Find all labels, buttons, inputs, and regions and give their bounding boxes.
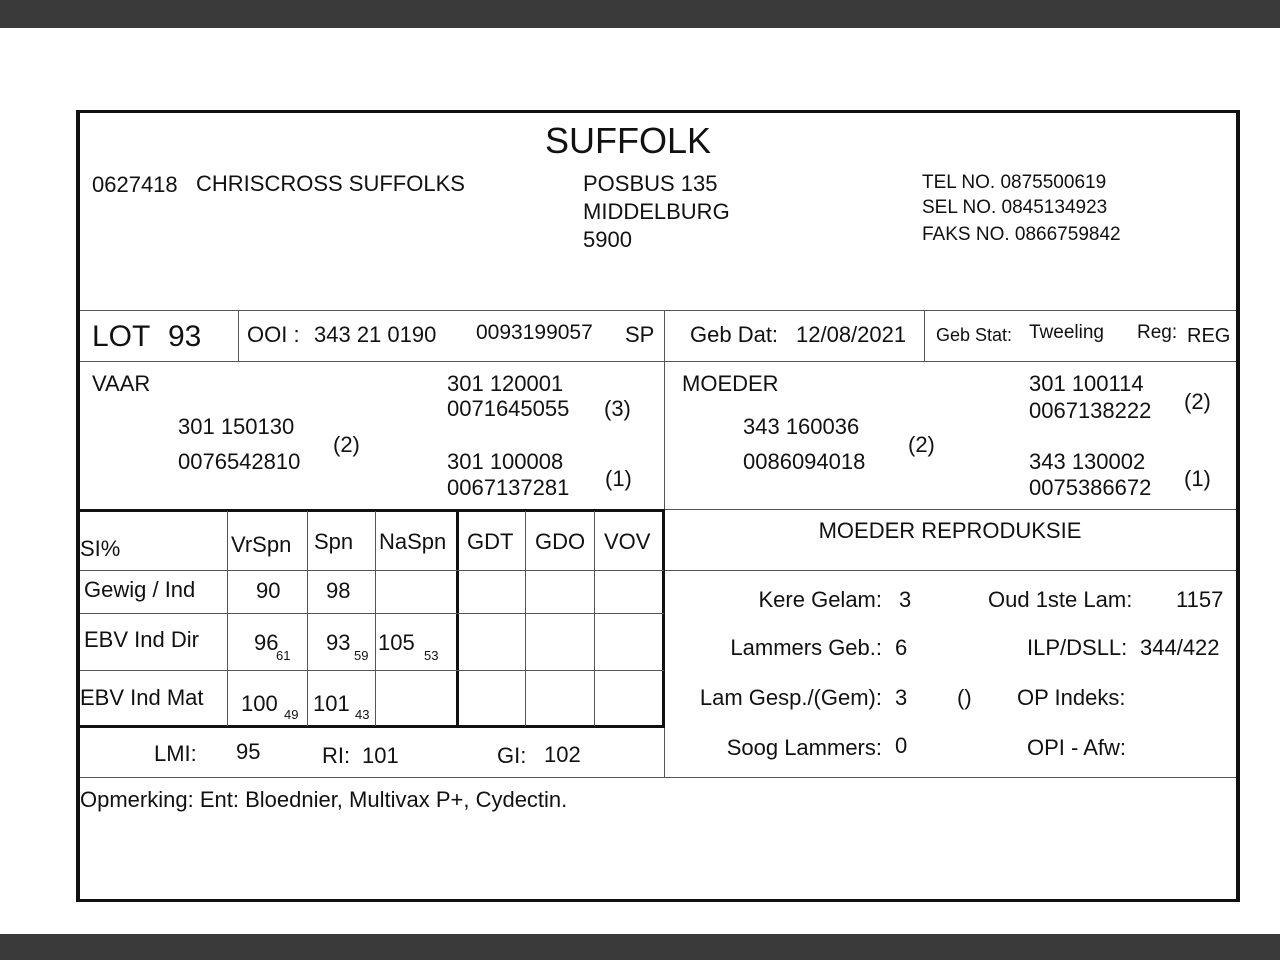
address-line-2: MIDDELBURG — [583, 199, 730, 224]
faks-number: FAKS NO. 0866759842 — [922, 224, 1121, 245]
lammers-geb-label: Lammers Geb.: — [730, 635, 882, 660]
si-header-spn: Spn — [314, 529, 354, 554]
dam-dam-count: (1) — [1184, 466, 1211, 491]
dam-number: 343 160036 — [743, 414, 860, 439]
ri-value: 101 — [362, 743, 399, 768]
si-cell-spn: 93 — [326, 630, 351, 655]
si-cell-vrspn: 96 — [254, 630, 279, 655]
sire-id: 0076542810 — [178, 449, 301, 474]
breeder-number: 0627418 — [92, 172, 178, 197]
si-grid-h3 — [80, 670, 664, 671]
dam-dam-id: 0075386672 — [1029, 475, 1152, 500]
si-header-vov: VOV — [604, 529, 651, 554]
dam-sire-id: 0067138222 — [1029, 398, 1152, 423]
breeder-name: CHRISCROSS SUFFOLKS — [196, 171, 465, 196]
top-bar — [0, 0, 1280, 28]
rule-lot-sep3 — [924, 311, 925, 361]
si-grid-v2 — [307, 511, 308, 726]
ilp-dsll-label: ILP/DSLL: — [1027, 635, 1128, 660]
breed-title: SUFFOLK — [544, 120, 712, 161]
si-cell-naspn-sub: 53 — [424, 648, 439, 663]
si-header-naspn: NaSpn — [379, 529, 447, 554]
si-grid-v5 — [594, 511, 595, 726]
rule-lot-sep1 — [238, 311, 239, 361]
sire-label: VAAR — [92, 371, 151, 396]
si-cell-spn: 101 — [313, 691, 350, 716]
si-row-label: EBV Ind Dir — [84, 627, 199, 652]
oud-1ste-lam-value: 1157 — [1176, 587, 1224, 612]
opi-afw-label: OPI - Afw: — [1027, 735, 1127, 760]
dam-dam-number: 343 130002 — [1029, 449, 1146, 474]
oud-1ste-lam-label: Oud 1ste Lam: — [988, 587, 1133, 612]
si-header-gdt: GDT — [467, 529, 514, 554]
card-border-right — [1236, 110, 1240, 902]
si-grid-v3 — [375, 511, 376, 726]
si-cell-spn-sub: 43 — [355, 707, 370, 722]
ri-label: RI: — [322, 743, 351, 768]
si-cell-spn-sub: 59 — [354, 648, 369, 663]
sire-sire-id: 0071645055 — [447, 396, 570, 421]
tel-number: TEL NO. 0875500619 — [922, 172, 1107, 193]
ooi-code: SP — [625, 322, 655, 347]
dam-sire-count: (2) — [1184, 389, 1211, 414]
card-border-top — [76, 110, 1240, 113]
address-line-1: POSBUS 135 — [583, 171, 718, 196]
lot-label: LOT — [92, 320, 151, 353]
sire-count: (2) — [333, 432, 360, 457]
birth-status: Tweeling — [1029, 322, 1104, 343]
reg-value: REG — [1187, 325, 1231, 347]
si-grid-h2 — [80, 613, 664, 614]
dam-count: (2) — [908, 432, 935, 457]
gi-label: GI: — [497, 743, 527, 768]
kere-gelam-value: 3 — [899, 587, 912, 612]
si-header-vrspn: VrSpn — [231, 532, 292, 557]
rule-lot — [80, 361, 1236, 362]
sire-sire-number: 301 120001 — [447, 371, 564, 396]
bottom-bar — [0, 934, 1280, 960]
reproduction-title: MOEDER REPRODUKSIE — [818, 518, 1082, 543]
dam-label: MOEDER — [682, 371, 779, 396]
sire-number: 301 150130 — [178, 414, 295, 439]
si-header-si: SI% — [80, 536, 121, 561]
lammers-geb-value: 6 — [895, 635, 908, 660]
kere-gelam-label: Kere Gelam: — [758, 587, 882, 612]
dam-sire-number: 301 100114 — [1029, 371, 1144, 396]
si-cell-vrspn-sub: 49 — [284, 707, 299, 722]
gi-value: 102 — [544, 742, 581, 767]
reg-label: Reg: — [1137, 322, 1178, 343]
si-cell-vrspn-sub: 61 — [276, 648, 291, 663]
card-border-left — [76, 110, 80, 902]
sire-sire-count: (3) — [604, 396, 631, 421]
ilp-dsll-value: 344/422 — [1140, 635, 1220, 660]
si-grid-top — [80, 509, 665, 512]
soog-lammers-value: 0 — [895, 733, 908, 758]
ooi-label: OOI : — [247, 322, 300, 347]
si-cell-vrspn: 100 — [241, 691, 278, 716]
sire-dam-count: (1) — [605, 466, 632, 491]
si-cell-naspn: 105 — [378, 630, 415, 655]
si-cell-vrspn: 90 — [256, 578, 281, 603]
sel-number: SEL NO. 0845134923 — [922, 197, 1108, 218]
si-grid-v4 — [525, 511, 526, 726]
si-grid-v1 — [227, 511, 228, 726]
sire-dam-number: 301 100008 — [447, 449, 564, 474]
si-cell-spn: 98 — [326, 578, 351, 603]
lmi-value: 95 — [236, 739, 261, 764]
lmi-label: LMI: — [154, 741, 197, 766]
soog-lammers-label: Soog Lammers: — [726, 735, 882, 760]
lam-gesp-label: Lam Gesp./(Gem): — [699, 685, 882, 710]
ooi-id: 0093199057 — [476, 321, 593, 344]
remarks: Opmerking: Ent: Bloednier, Multivax P+, Cydectin. — [80, 787, 568, 812]
si-header-gdo: GDO — [535, 529, 586, 554]
si-grid-split — [456, 509, 459, 728]
op-indeks-label: OP Indeks: — [1017, 685, 1126, 710]
card-border-bottom — [76, 899, 1240, 902]
rule-indices — [80, 777, 1236, 778]
ooi-number: 343 21 0190 — [314, 322, 437, 347]
lot-number: 93 — [168, 320, 202, 353]
birth-status-label: Geb Stat: — [936, 325, 1013, 345]
si-row-label: EBV Ind Mat — [80, 685, 204, 710]
dam-id: 0086094018 — [743, 449, 866, 474]
birth-date-label: Geb Dat: — [690, 322, 779, 347]
si-row-label: Gewig / Ind — [84, 577, 196, 602]
lam-gem-value: () — [957, 685, 972, 710]
sire-dam-id: 0067137281 — [447, 475, 570, 500]
rule-repro-title — [664, 570, 1236, 571]
birth-date: 12/08/2021 — [796, 322, 907, 347]
si-grid-bottom — [80, 725, 665, 728]
lam-gesp-value: 3 — [895, 685, 908, 710]
address-line-3: 5900 — [583, 227, 632, 252]
rule-header — [80, 310, 1236, 311]
si-grid-h1 — [80, 570, 664, 571]
